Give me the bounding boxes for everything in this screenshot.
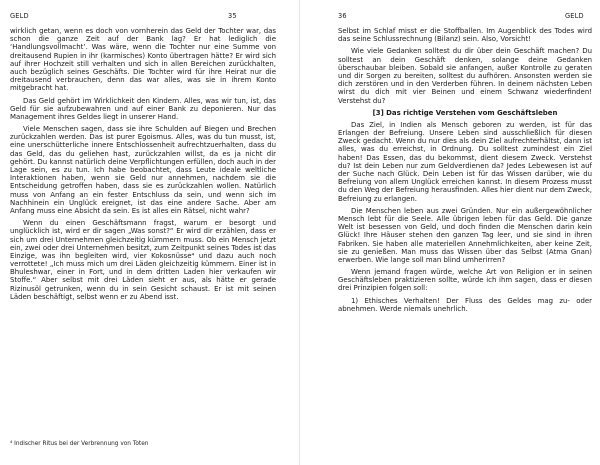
right-paragraph-4: Die Menschen leben aus zwei Gründen. Nur ein außergewöhnlicher Mensch lebt für die Seele. Alle übrigen leben für das Geld. Die ganze Welt ist besessen von Geld, und doch finden die Menschen darin kein Glück! Ihre Häuser stehen den ganzen Tag leer, und sie sind in ihren Fabriken. Sie haben alle materiellen Annehmlichkeiten, aber keine Zeit, sie zu genießen. Man muss das Wissen über das Selbst (Atma Gnan) erwerben. Wie lange soll man blind umherirren? [338,206,592,264]
footnote: ⁴ Indischer Ritus bei der Verbrennung von Toten [10,441,149,447]
right-body-text [338,27,592,313]
right-paragraph-6: 1) Ethisches Verhalten! Der Fluss des Geldes mag zu- oder abnehmen. Werde niemals unehrlich. [338,296,592,313]
right-running-head: GELD [565,12,584,20]
right-paragraph-5: Wenn jemand fragen würde, welche Art von Religion er in seinen Geschäftsleben praktizieren sollte, würde ich ihm sagen, dass er diesen drei Prinzipien folgen soll: [338,268,592,293]
right-page-number: 36 [338,12,347,20]
right-paragraph-1: Selbst im Schlaf misst er die Stoffballen. Im Augenblick des Todes wird das seine Schlussrechnung (Bilanz) sein. Also, Vorsicht! [338,27,592,44]
left-paragraph-1: wirklich getan, wenn es doch von vornherein das Geld der Tochter war, das schon die ganze Zeit auf der Bank lag? Er hat lediglich die ‘Handlungsvollmacht’. Was wäre, wenn die Tochter nur eine Summe von dreitausend Rupien in ihr (karmisches) Konto übertragen hätte? Er wird sich auf ihrer Hochzeit still verhalten und sich in allen Bereichen zurückhalten, auch bezüglich seines Geschäfts. Die Tochter wird für ihre Heirat nur die dreitausend verbrauchen, denn das war alles, was sie in ihrem Konto mitgebracht hat. [10,27,276,93]
left-paragraph-2: Das Geld gehört im Wirklichkeit den Kindern. Alles, was wir tun, ist, das Geld für sie aufzubewahren und auf einer Bank zu deponieren. Nur das Management ihres Geldes liegt in unserer Hand. [10,96,276,121]
left-paragraph-4: Wenn du einen Geschäftsmann fragst, warum er besorgt und unglücklich ist, wird er dir sagen „Was sonst?“ Er wird dir erzählen, dass er sich um drei Unternehmen gleichzeitig kümmern muss. Ob ein Mensch jetzt ein, zwei oder drei Unternehmen besitzt, zum Zeitpunkt seines Todes ist das Einzige, was ihn begleiten wird, vier Kokosnüsse⁴ und dazu auch noch verrottete! „Ich muss mich um drei Läden gleichzeitig kümmern. Einer ist in Bhuleshwar, einer in Fort, und in dem dritten Laden hier verkaufen wir Stoffe.“ Aber selbst mit drei Läden sieht er aus, als hätte er gerade Rizinusöl getrunken, wenn du in sein Gesicht schaust. Er ist mit seinen Läden beschäftigt, selbst wenn er zu Abend isst. [10,219,276,301]
right-page [300,0,600,465]
left-running-head: GELD [10,12,29,20]
section-heading: [3] Das richtige Verstehen vom Geschäftsleben [372,108,558,117]
left-paragraph-3: Viele Menschen sagen, dass sie ihre Schulden auf Biegen und Brechen zurückzahlen werden. Das ist purer Egoismus. Alles, was du tun musst, ist, eine unerschütterliche innere Entschlossenheit aufrechtzuerhalten, dass du das Geld, das du geliehen hast, zurückzahlen willst, da es ja nicht dir gehört. Du kannst natürlich deine Verpflichtungen erfüllen, doch auch in der Lage sein, es zu tun. Ich habe beobachtet, dass Leute ideale weltliche Interaktionen haben, wenn sie Geld nur annehmen, nachdem sie die Entscheidung getroffen haben, dass sie es zurückzahlen wollen. Natürlich muss von Anfang an ein fester Entschluss da sein, und wenn sich im Nachhinein ein Unglück ereignet, ist das eine andere Sache. Aber am Anfang muss eine Absicht da sein. Es ist alles ein Rätsel, nicht wahr? [10,125,276,215]
left-body-text [10,27,276,301]
right-paragraph-2: Wie viele Gedanken solltest du dir über dein Geschäft machen? Du solltest an dein Geschäft denken, solange deine Gedanken überschaubar bleiben. Sobald sie anfangen, außer Kontrolle zu geraten und dir Sorgen zu bereiten, solltest du aufhören. Ansonsten werden sie dich zerstören und in den Verderben führen. In deinem nächsten Leben wirst du dich mit vier Beinen und einem Schwanz wiederfinden! Verstehst du? [338,47,592,105]
left-page-number: 35 [228,12,237,20]
right-paragraph-3: Das Ziel, in Indien als Mensch geboren zu werden, ist für das Erlangen der Befreiung. Unsere Leben sind ausschließlich für diesen Zweck gedacht. Wenn du nur dies als dein Ziel aufrechterhältst, dann ist alles, was du erreichst, in Ordnung. Du solltest zumindest ein Ziel haben! Das Essen, das du bekommst, dient diesem Zweck. Verstehst du? Ist dein Leben nur zum Geldverdienen da? Jedes Lebewesen ist auf der Suche nach Glück. Dein Leben ist für das Wissen darüber, wie du Befreiung von allem Unglück erreichen kannst. In diesem Prozess musst du den Weg der Befreiung herausfinden. Alles hier dient nur dem Zweck, Befreiung zu erlangen. [338,120,592,203]
